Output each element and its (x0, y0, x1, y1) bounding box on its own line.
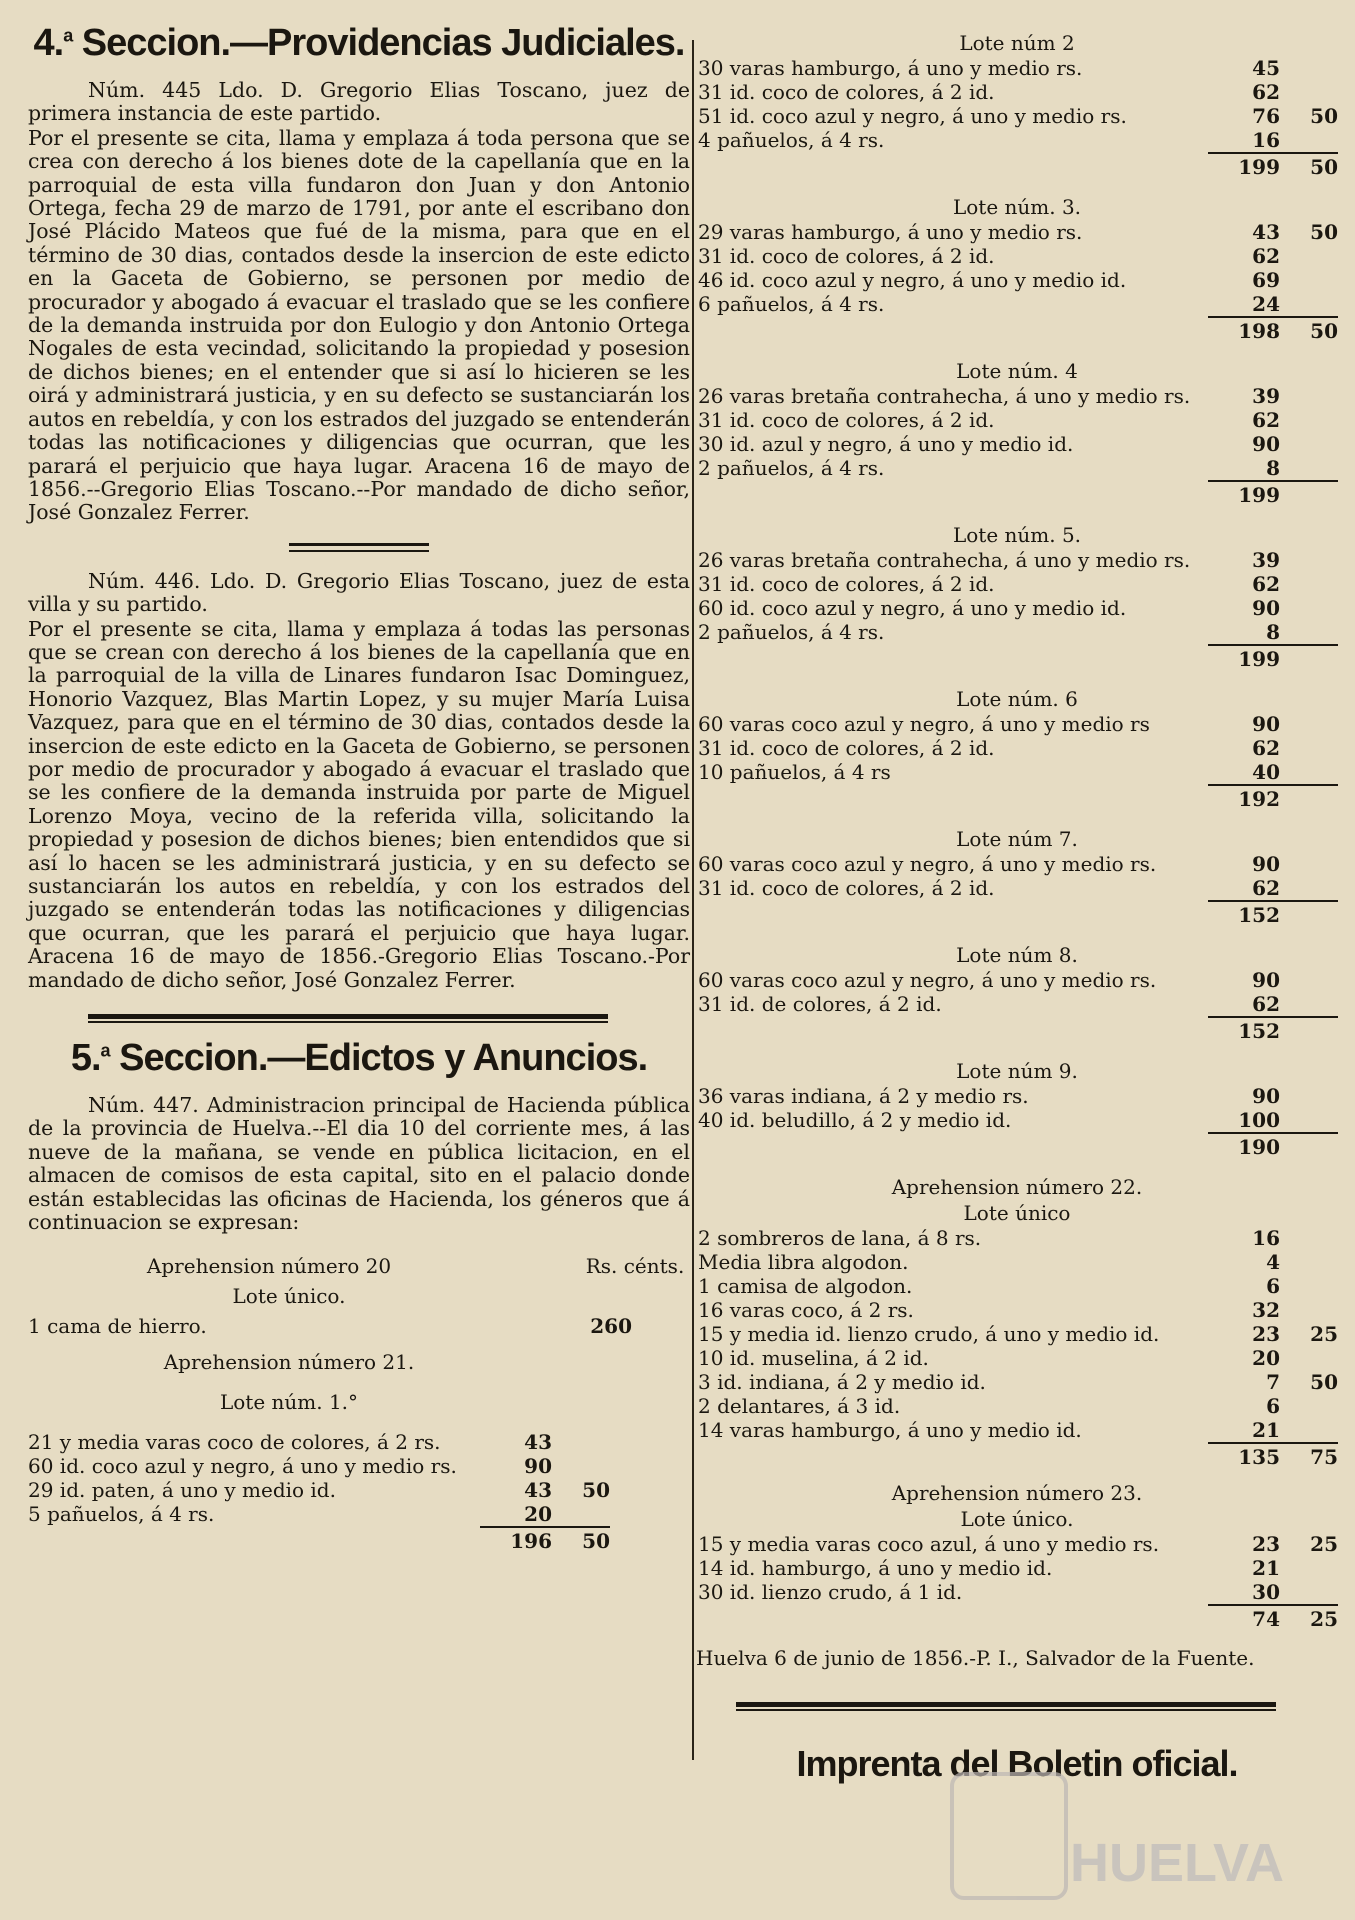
list-item: 30 id. azul y negro, á uno y medio id. 90 (698, 432, 1280, 456)
list-item: 60 id. coco azul y negro, á uno y medio id. 90 (698, 596, 1280, 620)
aprehension-22-title: Aprehension número 22. (891, 1175, 1143, 1199)
aprehension-21-items (28, 1430, 690, 1526)
list-item: 2 pañuelos, á 4 rs. 8 (698, 620, 1280, 644)
list-item: Media libra algodon. 4 (698, 1250, 1280, 1274)
aprehension-22-lote: Lote único (963, 1201, 1071, 1225)
list-item: 30 varas hamburgo, á uno y medio rs. 45 (698, 56, 1280, 80)
signature-line: Huelva 6 de junio de 1856.-P. I., Salvador de la Fuente. (696, 1646, 1255, 1670)
list-item: 60 id. coco azul y negro, á uno y medio rs. 90 (28, 1454, 552, 1479)
lot-total: 190 (1238, 1135, 1280, 1159)
aprehension-23-title: Aprehension número 23. (891, 1481, 1143, 1505)
list-item: 14 id. hamburgo, á uno y medio id. 21 (698, 1556, 1280, 1580)
list-item: 29 id. paten, á uno y medio id. 43 50 (28, 1478, 610, 1503)
lot-title: Lote núm 7. (956, 827, 1078, 851)
list-item: 46 id. coco azul y negro, á uno y medio id. 69 (698, 268, 1280, 292)
list-item: 40 id. beludillo, á 2 y medio id. 100 (698, 1108, 1280, 1132)
list-item: 60 varas coco azul y negro, á uno y medio rs. 90 (698, 852, 1280, 876)
edicto-445-heading: Núm. 445 Ldo. D. Gregorio Elias Toscano, juez de primera instancia de este partido. (28, 78, 690, 126)
aprehension-20-header: Aprehension número 20 Rs. cénts. (28, 1252, 690, 1280)
list-item: 2 sombreros de lana, á 8 rs. 16 (698, 1226, 1280, 1250)
left-column (28, 0, 690, 1554)
list-item: 10 id. muselina, á 2 id. 20 (698, 1346, 1280, 1370)
list-item: 14 varas hamburgo, á uno y medio id. 21 (698, 1418, 1280, 1442)
watermark-text: HUELVA (1070, 1833, 1284, 1893)
list-item: 16 varas coco, á 2 rs. 32 (698, 1298, 1280, 1322)
lot-total: 192 (1238, 787, 1280, 811)
list-item: 3 id. indiana, á 2 y medio id. 7 50 (698, 1370, 1338, 1394)
right-lots (696, 30, 1338, 1160)
list-item: 31 id. coco de colores, á 2 id. 62 (698, 80, 1280, 104)
list-item: 1 camisa de algodon. 6 (698, 1274, 1280, 1298)
lot-total: 198 50 (1238, 319, 1338, 343)
aprehension-23-lote: Lote único. (960, 1507, 1074, 1531)
archive-watermark (950, 1762, 1284, 1902)
section-4-title: 4.$^a$ Seccion.—Providencias Judiciales. (33, 22, 685, 64)
closing-rule (736, 1702, 1276, 1711)
list-item: 2 delantares, á 3 id. 6 (698, 1394, 1280, 1418)
aprehension-22-total: 135 75 (1238, 1445, 1338, 1469)
list-item: 26 varas bretaña contrahecha, á uno y medio rs. 39 (698, 548, 1280, 572)
amount-column-header: Rs. cénts. (585, 1254, 685, 1279)
right-column (696, 0, 1338, 1785)
lot-title: Lote núm. 5. (952, 523, 1082, 547)
list-item: 15 y media id. lienzo crudo, á uno y medio id. 23 25 (698, 1322, 1338, 1346)
imprenta-footer: Imprenta del Boletin oficial. (796, 1743, 1238, 1784)
aprehension-23-items (696, 1532, 1338, 1604)
list-item: 2 pañuelos, á 4 rs. 8 (698, 456, 1280, 480)
seal-icon (950, 1772, 1068, 1900)
edicto-446-body: Por el presente se cita, llama y emplaza á todas las personas que se crean con derecho á los bienes de la capellanía que en la parroquial de la villa de Linares fundaron Isac Dominguez, Honorio Vazquez, Blas Martin Lopez, y su mujer María Luisa Vazquez, para que en el término de 30 dias, contados desde la insercion de este edicto en la Gaceta de Gobierno, se personen por medio de procurador y abogado á evacuar el traslado que se les confiere de la demanda instruida por parte de Miguel Lorenzo Moya, vecino de la referida villa, solicitando la propiedad y posesion de dichos bienes; bien entendidos que si así lo hacen se les administrará justicia, y en su defecto se sustanciarán los autos en rebeldía, y con los estrados del juzgado se entenderán todas las notificaciones y diligencias que ocurran, que les parará el perjuicio que haya lugar. Aracena 16 de mayo de 1856.-Gregorio Elias Toscano.-Por mandado de dicho señor, José Gonzalez Ferrer. (28, 616, 690, 992)
list-item: 31 id. coco de colores, á 2 id. 62 (698, 572, 1280, 596)
lote-unico-label: Lote único. (232, 1284, 346, 1309)
list-item: 60 varas coco azul y negro, á uno y medio rs. 90 (698, 968, 1280, 992)
lot-title: Lote núm. 4 (956, 359, 1078, 383)
list-item: 29 varas hamburgo, á uno y medio rs. 43 50 (698, 220, 1338, 244)
list-item: 1 cama de hierro. 260 (28, 1314, 632, 1339)
lot-title: Lote núm. 6 (956, 687, 1078, 711)
lot-total: 152 (1238, 1019, 1280, 1043)
list-item: 60 varas coco azul y negro, á uno y medio rs 90 (698, 712, 1280, 736)
lote-1-title: Lote núm. 1.° (219, 1390, 359, 1415)
list-item: 10 pañuelos, á 4 rs 40 (698, 760, 1280, 784)
lot-total: 199 (1238, 647, 1280, 671)
list-item: 15 y media varas coco azul, á uno y medio rs. 23 25 (698, 1532, 1338, 1556)
lot-title: Lote núm. 3. (952, 195, 1082, 219)
edicto-445-body: Por el presente se cita, llama y emplaza á toda persona que se crea con derecho á los bienes dote de la capellanía que en la parroquial de esta villa fundaron don Juan y don Antonio Ortega, fecha 29 de marzo de 1791, por ante el escribano don José Plácido Mateos que fué de la misma, para que en el término de 30 dias, contados desde la insercion de este edicto en la Gaceta de Gobierno, se personen por medio de procurador y abogado á evacuar el traslado que se les confiere de la demanda instruida por don Eulogio y don Antonio Ortega Nogales de esta vecindad, solicitando la propiedad y posesion de dichos bienes; en el entender que si así lo hicieren se les oirá y administrará justicia, y en su defecto se sustanciarán los autos en rebeldía, y con los estrados del juzgado se entenderán todas las notificaciones y diligencias que ocurran, que les parará el perjuicio que haya lugar. Aracena 16 de mayo de 1856.--Gregorio Elias Toscano.--Por mandado de dicho señor, José Gonzalez Ferrer. (28, 125, 690, 525)
aprehension-22-items (696, 1226, 1338, 1442)
separator-rule (289, 543, 429, 552)
list-item: 31 id. de colores, á 2 id. 62 (698, 992, 1280, 1016)
lot-title: Lote núm 9. (956, 1059, 1078, 1083)
list-item: 4 pañuelos, á 4 rs. 16 (698, 128, 1280, 152)
list-item: 51 id. coco azul y negro, á uno y medio rs. 76 50 (698, 104, 1338, 128)
column-divider (692, 40, 694, 1760)
section-5-title: 5.$^a$ Seccion.—Edictos y Anuncios. (70, 1037, 648, 1080)
aprehension-21-title: Aprehension número 21. (163, 1350, 415, 1375)
list-item: 31 id. coco de colores, á 2 id. 62 (698, 408, 1280, 432)
lot-title: Lote núm 2 (959, 31, 1075, 55)
lot-total: 199 (1238, 483, 1280, 507)
anuncio-447-body: Núm. 447. Administracion principal de Hacienda pública de la provincia de Huelva.--El dia 10 del corriente mes, á las nueve de la mañana, se vende en pública licitacion, en el almacen de comisos de esta capital, sito en el palacio donde están establecidas las oficinas de Hacienda, los géneros que á continuacion se expresan: (28, 1093, 690, 1235)
aprehension-21-total: 196 50 (510, 1529, 610, 1554)
lot-total: 199 50 (1238, 155, 1338, 179)
list-item: 31 id. coco de colores, á 2 id. 62 (698, 876, 1280, 900)
list-item: 30 id. lienzo crudo, á 1 id. 30 (698, 1580, 1280, 1604)
list-item: 36 varas indiana, á 2 y medio rs. 90 (698, 1084, 1280, 1108)
lot-total: 152 (1238, 903, 1280, 927)
edicto-446-heading: Núm. 446. Ldo. D. Gregorio Elias Toscano, juez de esta villa y su partido. (28, 568, 690, 617)
list-item: 31 id. coco de colores, á 2 id. 62 (698, 736, 1280, 760)
list-item: 31 id. coco de colores, á 2 id. 62 (698, 244, 1280, 268)
list-item: 21 y media varas coco de colores, á 2 rs. 43 (28, 1430, 552, 1455)
list-item: 6 pañuelos, á 4 rs. 24 (698, 292, 1280, 316)
list-item: 5 pañuelos, á 4 rs. 20 (28, 1502, 552, 1527)
list-item: 26 varas bretaña contrahecha, á uno y medio rs. 39 (698, 384, 1280, 408)
aprehension-23-total: 74 25 (1252, 1607, 1338, 1631)
lot-title: Lote núm 8. (956, 943, 1078, 967)
section-separator-rule (88, 1014, 608, 1023)
